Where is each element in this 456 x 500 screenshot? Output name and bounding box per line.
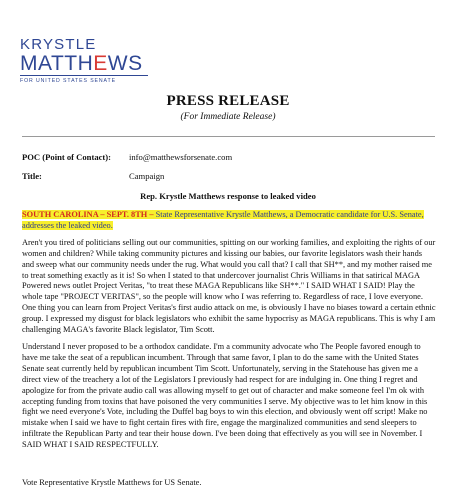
poc-email[interactable]: info@matthewsforsenate.com (129, 152, 233, 162)
lead-paragraph (22, 210, 436, 232)
body-paragraph-2: Understand I never proposed to be a orthodox candidate. I'm a community advocate who The People favored enough to have me take the seat of a republican incumbent. Through that same favor, I plan to do the same with the United States Senate seat currently held by republican incumbent Tim Scott. Unfortunately, serving in the Statehouse has given me a direct view of the treachery a lot of the Legislators I previously had respect for are indulging in. One thing I regret and apologize for from the private audio call was allowing myself to get out of character and make someone feel I'm ok with accepting funding from toxins that have poisoned the very communities I serve. My objective was to let him know in this fight we need everyone's Vote, including the Duffel bag boys to win this election, and obviously went off script! Make no mistake when I said we have to fight certain fires with fire, engage the marginalized communities and send sleepers to infiltrate the Republican Party and tear their house down. I've been doing that effectively as you will see in November. I SAID WHAT I SAID RESPECTFULLY. (22, 341, 428, 450)
title-label: Title: (22, 171, 42, 181)
body-paragraph-1: Aren't you tired of politicians selling out our communities, spitting on our working families, and exploiting the rights of our women and children? While taking community pictures and kissing our babies, our favorite legislators wash their hands and sweep what our community needs under the rug. What would you call that? I call that SH**, and my mother raised me to treat something exactly as it is! So when I stated to that undercover journalist Chris Williams in that satirical MAGA Powered news outlet Project Veritas, "to treat these MAGA Republicans like SH**." I SAID WHAT I SAID! Play the whole tape "PROJECT VERITAS", so the people will know who I was referring to. Regardless of race, I love everyone. One thing you can learn from Project Veritas's first audio attack on me, is obviously I have no biases toward a certain ethnic group. I expressed my disgust for black legislators who exhibit the same hypocrisy as MAGA republicans. This is why I am challenging MAGA's favorite Black legislator, Tim Scott. (22, 237, 436, 335)
poc-label: POC (Point of Contact): (22, 152, 112, 162)
logo-first-name: KRYSTLE (20, 36, 97, 53)
closing-line: Vote Representative Krystle Matthews for US Senate. (22, 478, 202, 487)
lead-text: State Representative Krystle Matthews, a Democratic candidate for U.S. Senate, addresses the leaked video. (22, 210, 424, 230)
header-divider (22, 136, 435, 137)
info-row-poc (22, 152, 232, 162)
logo-last-part-c: WS (107, 52, 143, 75)
campaign-logo (20, 37, 150, 84)
page-subtitle: (For Immediate Release) (180, 112, 276, 122)
info-row-title (22, 171, 164, 181)
logo-tagline: FOR UNITED STATES SENATE (20, 78, 116, 84)
logo-last-part-a: MATTH (20, 52, 94, 75)
logo-last-part-b: E (93, 52, 108, 75)
dateline: SOUTH CAROLINA – SEPT. 8TH – (22, 210, 156, 219)
title-value: Campaign (129, 171, 165, 181)
release-body (22, 210, 436, 457)
page-title: PRESS RELEASE (166, 93, 290, 109)
logo-divider (20, 75, 148, 76)
logo-last-name (20, 53, 150, 74)
release-headline: Rep. Krystle Matthews response to leaked video (140, 191, 316, 201)
